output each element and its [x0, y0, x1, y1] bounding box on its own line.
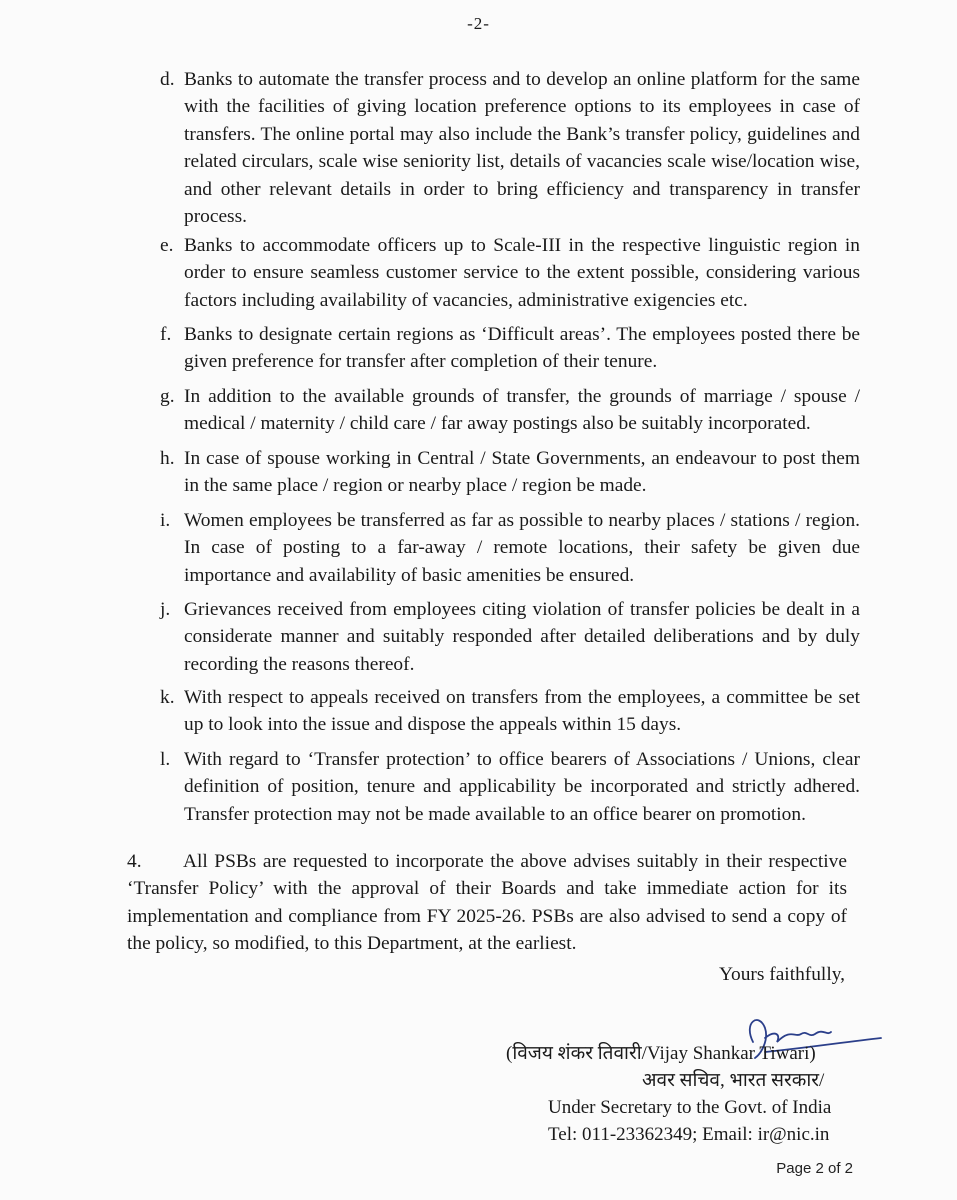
- paragraph-text: All PSBs are requested to incorporate the above advises suitably in their respective ‘Transfer Policy’ with the approval of their Boards and take immediate action for its implementation and compliance from FY 2025-26. PSBs are also advised to send a copy of the policy, so modified, to this Department, at the earliest.: [127, 851, 847, 955]
- list-marker: f.: [160, 324, 172, 345]
- list-item-text: Banks to automate the transfer process and to develop an online platform for the same with the facilities of giving location preference options to its employees in case of transfers. The online portal may also include the Bank’s transfer policy, guidelines and related circulars, scale wise seniority list, details of vacancies scale wise/location wise, and other relevant details in order to bring efficiency and transparency in transfer process.: [184, 69, 860, 228]
- list-marker: j.: [160, 599, 171, 620]
- page-number-header: -2-: [467, 14, 490, 33]
- list-item-l: [160, 746, 860, 828]
- list-marker: g.: [160, 386, 175, 407]
- list-marker: l.: [160, 749, 171, 770]
- list-item-i: [160, 507, 860, 589]
- paragraph-4: [127, 848, 847, 958]
- list-marker: e.: [160, 235, 174, 256]
- list-marker: i.: [160, 510, 171, 531]
- signatory-block: [506, 1040, 856, 1148]
- footer-page-label: Page 2 of 2: [776, 1160, 853, 1177]
- list-item-j: [160, 596, 860, 678]
- list-marker: k.: [160, 687, 175, 708]
- list-marker: h.: [160, 448, 175, 469]
- paragraph-number: 4.: [127, 851, 142, 872]
- signatory-designation-english: Under Secretary to the Govt. of India: [548, 1097, 832, 1118]
- list-item-text: Grievances received from employees citing violation of transfer policies be dealt in a considerate manner and suitably responded after detailed deliberations and by duly recording the reasons thereof.: [184, 599, 860, 675]
- list-item-text: Banks to designate certain regions as ‘Difficult areas’. The employees posted there be given preference for transfer after completion of their tenure.: [184, 324, 860, 373]
- list-item-text: With regard to ‘Transfer protection’ to office bearers of Associations / Unions, clear definition of position, tenure and applicability be incorporated and strictly adhered. Transfer protection may not be made available to an office bearer on promotion.: [184, 749, 860, 825]
- list-item-text: Women employees be transferred as far as possible to nearby places / stations / region. In case of posting to a far-away / remote locations, their safety be given due importance and availability of basic amenities be ensured.: [184, 510, 860, 586]
- signatory-designation-hindi: अवर सचिव, भारत सरकार/: [642, 1070, 825, 1091]
- signatory-name: (विजय शंकर तिवारी/Vijay Shankar Tiwari): [506, 1043, 816, 1064]
- list-item-g: [160, 383, 860, 438]
- list-item-f: [160, 321, 860, 376]
- list-item-text: In case of spouse working in Central / State Governments, an endeavour to post them in the same place / region or nearby place / region be made.: [184, 448, 860, 497]
- closing-salutation: Yours faithfully,: [718, 964, 845, 985]
- signatory-contact: Tel: 011-23362349; Email: ir@nic.in: [548, 1124, 830, 1145]
- list-item-k: [160, 684, 860, 739]
- list-marker: d.: [160, 69, 175, 90]
- list-item-text: In addition to the available grounds of transfer, the grounds of marriage / spouse / medical / maternity / child care / far away postings also be suitably incorporated.: [184, 386, 860, 435]
- list-item-h: [160, 445, 860, 500]
- list-item-text: With respect to appeals received on transfers from the employees, a committee be set up to look into the issue and dispose the appeals within 15 days.: [184, 687, 860, 736]
- list-item-d: [160, 66, 860, 230]
- list-item-e: [160, 232, 860, 314]
- list-item-text: Banks to accommodate officers up to Scale-III in the respective linguistic region in order to ensure seamless customer service to the extent possible, considering various factors including availability of vacancies, administrative exigencies etc.: [184, 235, 860, 311]
